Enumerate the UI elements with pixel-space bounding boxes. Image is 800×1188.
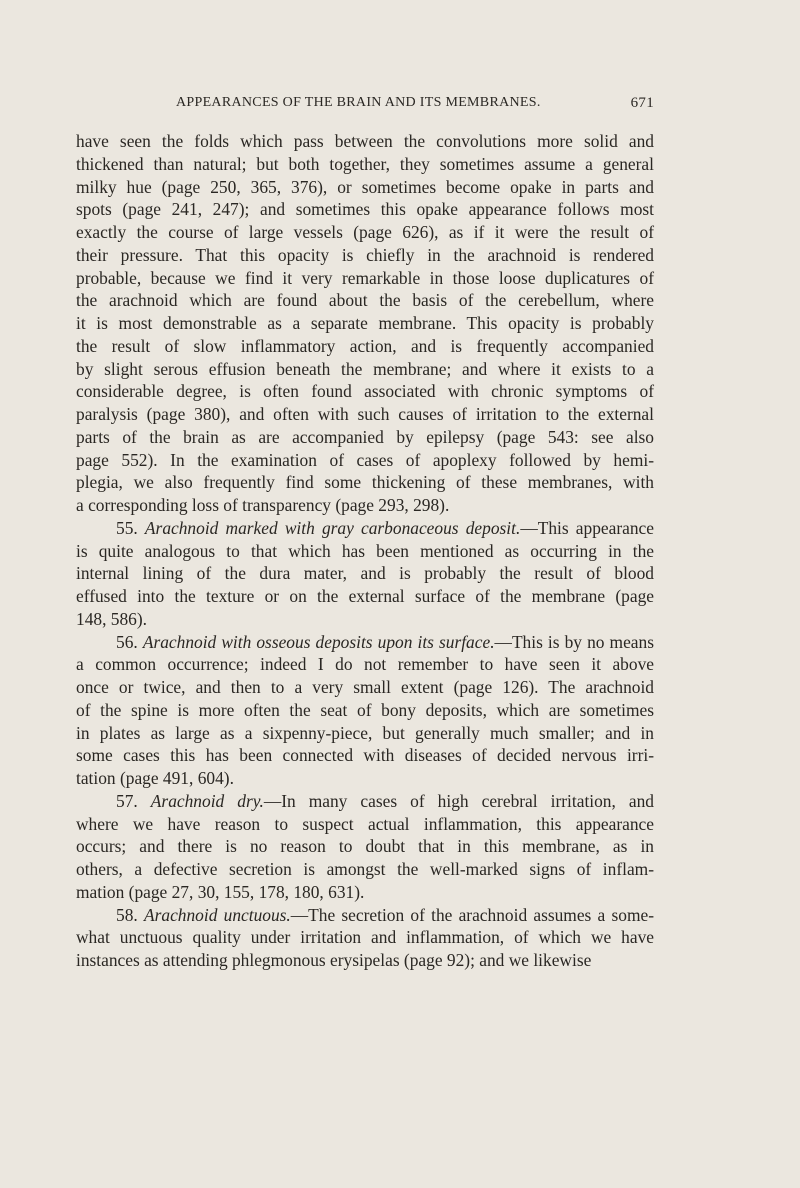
text-line: a corresponding loss of transparency (page 293, 298). [76,495,450,515]
text-line: once or twice, and then to a very small extent (page 126). The arachnoid [76,677,654,697]
text-line: is quite analogous to that which has been mentioned as occurring in the [76,540,654,561]
text-line: instances as attending phlegmonous erysipelas (page 92); and we likewise [76,950,592,970]
section-heading: Arachnoid unctuous. [143,904,291,925]
text-line: a common occurrence; indeed I do not remember to have seen it above [76,654,654,675]
text-line: parts of the brain as are accompanied by epilepsy (page 543: see also [76,426,654,447]
text-line: occurs; and there is no reason to doubt that in this membrane, as in [76,836,654,857]
running-title: APPEARANCES OF THE BRAIN AND ITS MEMBRANES. [176,95,541,110]
text-line: effused into the texture or on the external surface of the membrane (page [76,586,654,606]
text-line: mation (page 27, 30, 155, 178, 180, 631). [76,881,365,902]
section-number: 58. [116,904,138,925]
text-line: milky hue (page 250, 365, 376), or sometimes become opake in parts and [76,176,654,197]
running-header [176,95,654,115]
section-lead: —The secretion of the arachnoid assumes a some- [290,904,654,925]
text-line: by slight serous effusion beneath the membrane; and where it exists to a [76,358,654,379]
section-lead: —This is by no means [494,631,654,652]
section-number: 57. [116,790,138,811]
page-number: 671 [630,95,654,111]
text-line: it is most demonstrable as a separate membrane. This opacity is probably [76,313,654,333]
text-line: page 552). In the examination of cases of apoplexy followed by hemi- [76,449,654,470]
section-lead: —In many cases of high cerebral irritation, and [263,790,654,811]
body-text [76,130,654,972]
section-number: 56. [116,631,138,652]
text-line: 148, 586). [76,608,148,629]
text-line: tation (page 491, 604). [76,768,234,788]
text-line: of the spine is more often the seat of bony deposits, which are sometimes [76,699,654,720]
text-line: paralysis (page 380), and often with such causes of irritation to the external [76,404,654,424]
text-line: thickened than natural; but both together, they sometimes assume a general [76,153,654,174]
text-line: plegia, we also frequently find some thickening of these membranes, with [76,472,654,493]
text-line: the arachnoid which are found about the basis of the cerebellum, where [76,290,654,311]
text-line: exactly the course of large vessels (page 626), as if it were the result of [76,222,654,242]
text-line: others, a defective secretion is amongst the well-marked signs of inflam- [76,859,654,879]
text-line: have seen the folds which pass between the convolutions more solid and [76,131,654,151]
section-number: 55. [116,517,138,538]
text-line: where we have reason to suspect actual inflammation, this appearance [76,813,654,834]
text-line: internal lining of the dura mater, and is probably the result of blood [76,563,654,584]
section-56-heading-line [76,631,654,654]
section-58-heading-line [76,904,654,927]
text-line: spots (page 241, 247); and sometimes this opake appearance follows most [76,199,654,220]
text-line: considerable degree, is often found associated with chronic symptoms of [76,381,654,402]
section-55-heading-line [76,517,654,540]
text-line: probable, because we find it very remarkable in those loose duplicatures of [76,267,654,288]
text-line: what unctuous quality under irritation and inflammation, of which we have [76,927,654,948]
text-line: in plates as large as a sixpenny-piece, but generally much smaller; and in [76,722,654,743]
section-heading: Arachnoid with osseous deposits upon its surface. [142,631,495,652]
section-57-heading-line [76,790,654,813]
section-heading: Arachnoid marked with gray carbonaceous deposit. [144,517,521,538]
section-heading: Arachnoid dry. [150,790,264,811]
text-line: some cases this has been connected with diseases of decided nervous irri- [76,745,654,766]
text-line: the result of slow inflammatory action, and is frequently accompanied [76,335,654,356]
text-line: their pressure. That this opacity is chiefly in the arachnoid is rendered [76,244,654,265]
section-lead: —This appearance [520,517,654,538]
